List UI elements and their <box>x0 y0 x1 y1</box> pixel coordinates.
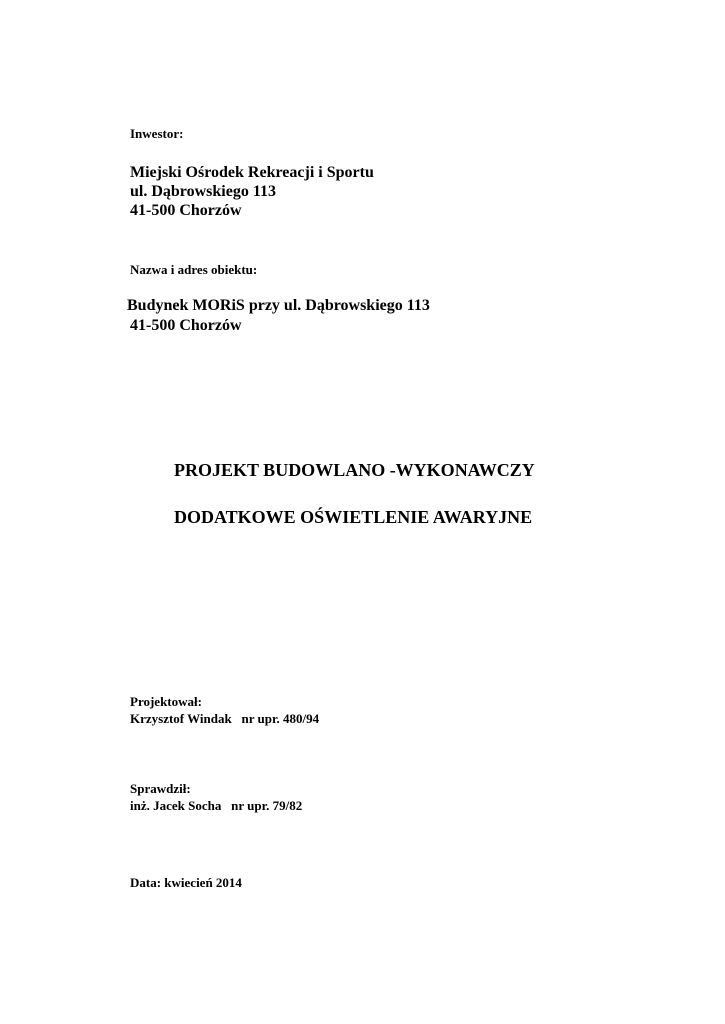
project-subject-title: DODATKOWE OŚWIETLENIE AWARYJNE <box>174 507 533 527</box>
project-type-title: PROJEKT BUDOWLANO -WYKONAWCZY <box>174 460 535 480</box>
checker-label: Sprawdził: <box>130 781 191 796</box>
object-city: 41-500 Chorzów <box>130 317 242 334</box>
object-label: Nazwa i adres obiektu: <box>130 262 258 277</box>
object-name: Budynek MORiS przy ul. Dąbrowskiego 113 <box>127 297 430 314</box>
investor-street: ul. Dąbrowskiego 113 <box>130 183 276 200</box>
designer-label: Projektował: <box>130 694 202 709</box>
investor-name: Miejski Ośrodek Rekreacji i Sportu <box>130 164 374 181</box>
checker-name: inż. Jacek Socha nr upr. 79/82 <box>130 798 303 813</box>
investor-label: Inwestor: <box>130 126 184 141</box>
investor-city: 41-500 Chorzów <box>130 202 242 219</box>
designer-name: Krzysztof Windak nr upr. 480/94 <box>130 711 320 726</box>
date-text: Data: kwiecień 2014 <box>130 875 242 890</box>
